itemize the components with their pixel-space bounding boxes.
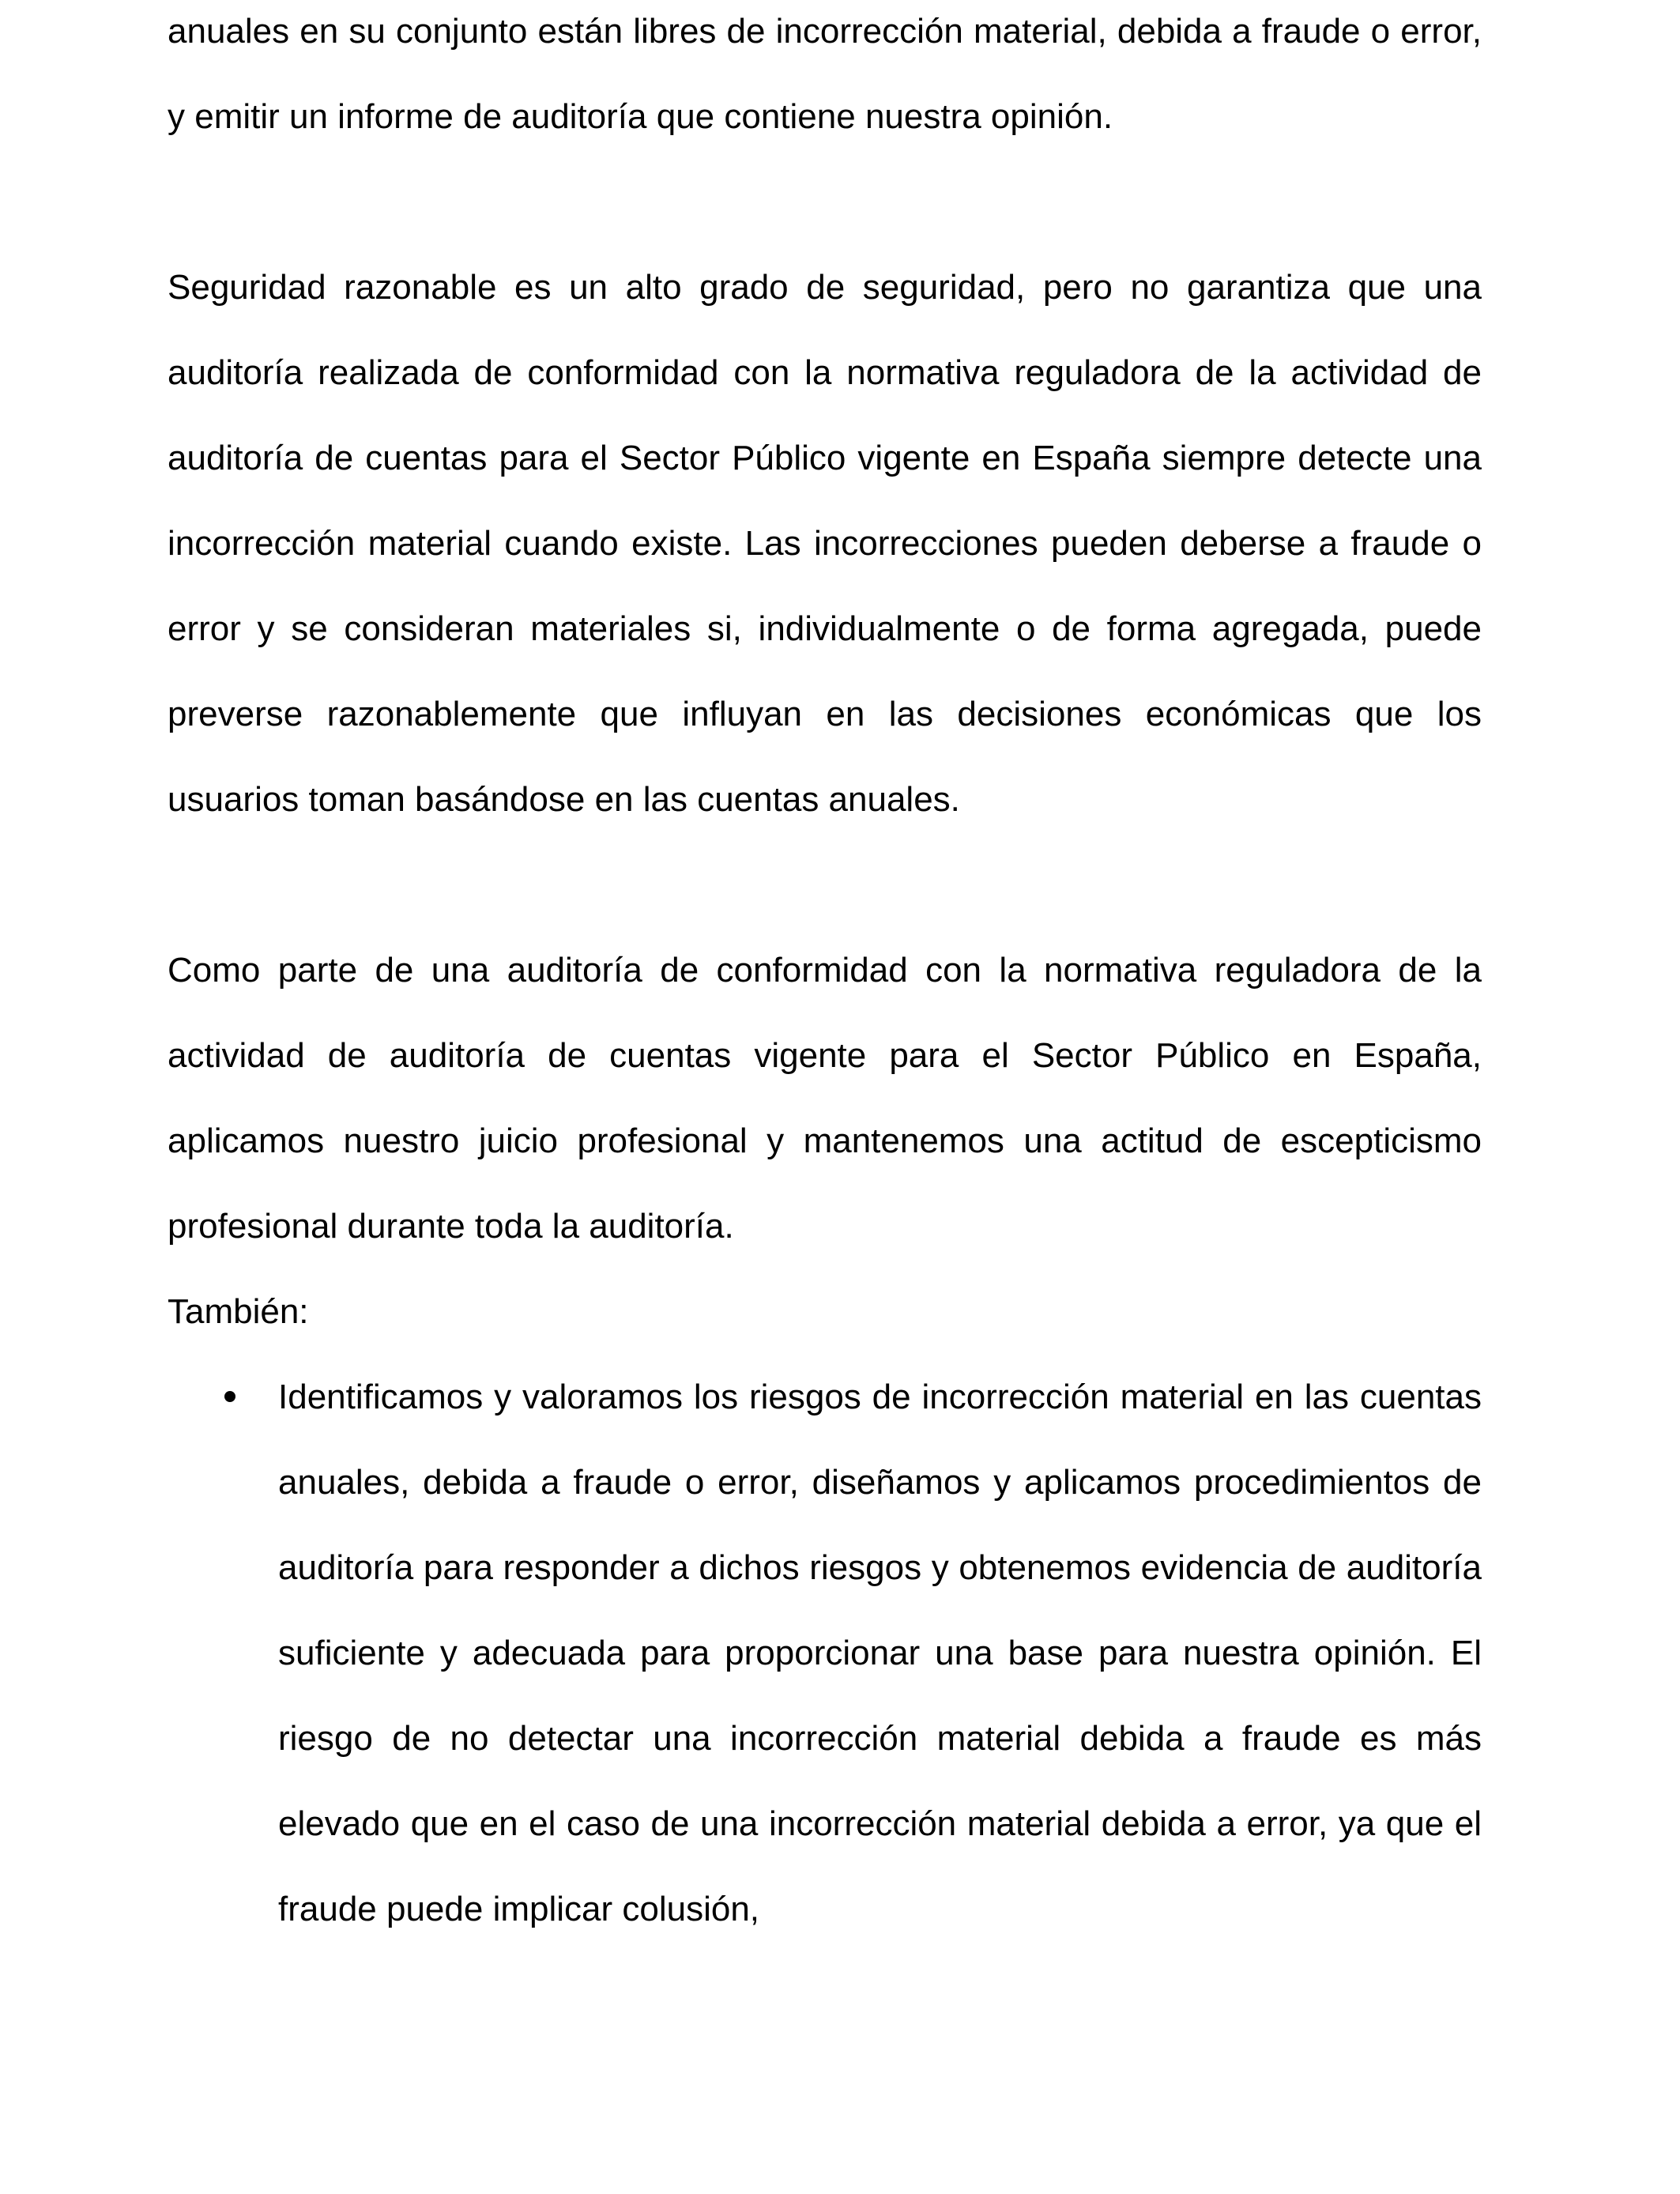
list-item (168, 1355, 1482, 1952)
document-page (168, 0, 1482, 1952)
bullet-list (168, 1355, 1482, 1952)
bullet-dot-icon (224, 1391, 235, 1402)
paragraph-reasonable-assurance: Seguridad razonable es un alto grado de seguridad, pero no garantiza que una auditoría realizada de conformidad con la normativa reguladora de la actividad de auditoría de cuentas para el Sector Público vigente en España siempre detecte una incorrección material cuando existe. Las incorrecciones pueden deberse a fraude o error y se consideran materiales si, individualmente o de forma agregada, puede preverse razonablemente que influyan en las decisiones económicas que los usuarios toman basándose en las cuentas anuales. (168, 268, 1482, 819)
paragraph-professional-judgement: Como parte de una auditoría de conformidad con la normativa reguladora de la actividad de auditoría de cuentas vigente para el Sector Público en España, aplicamos nuestro juicio profesional y mantenemos una actitud de escepticismo profesional durante toda la auditoría. (168, 951, 1482, 1246)
paragraph-tambien: También: (168, 1292, 309, 1331)
list-item-text: Identificamos y valoramos los riesgos de incorrección material en las cuentas anuales, debida a fraude o error, diseñamos y aplicamos procedimientos de auditoría para responder a dichos riesgos y obtenemos evidencia de auditoría suficiente y adecuada para proporcionar una base para nuestra opinión. El riesgo de no detectar una incorrección material debida a fraude es más elevado que en el caso de una incorrección material debida a error, ya que el fraude puede implicar colusión, (278, 1378, 1482, 1928)
paragraph-opinion-objective: anuales en su conjunto están libres de incorrección material, debida a fraude o error, y emitir un informe de auditoría que contiene nuestra opinión. (168, 12, 1482, 136)
